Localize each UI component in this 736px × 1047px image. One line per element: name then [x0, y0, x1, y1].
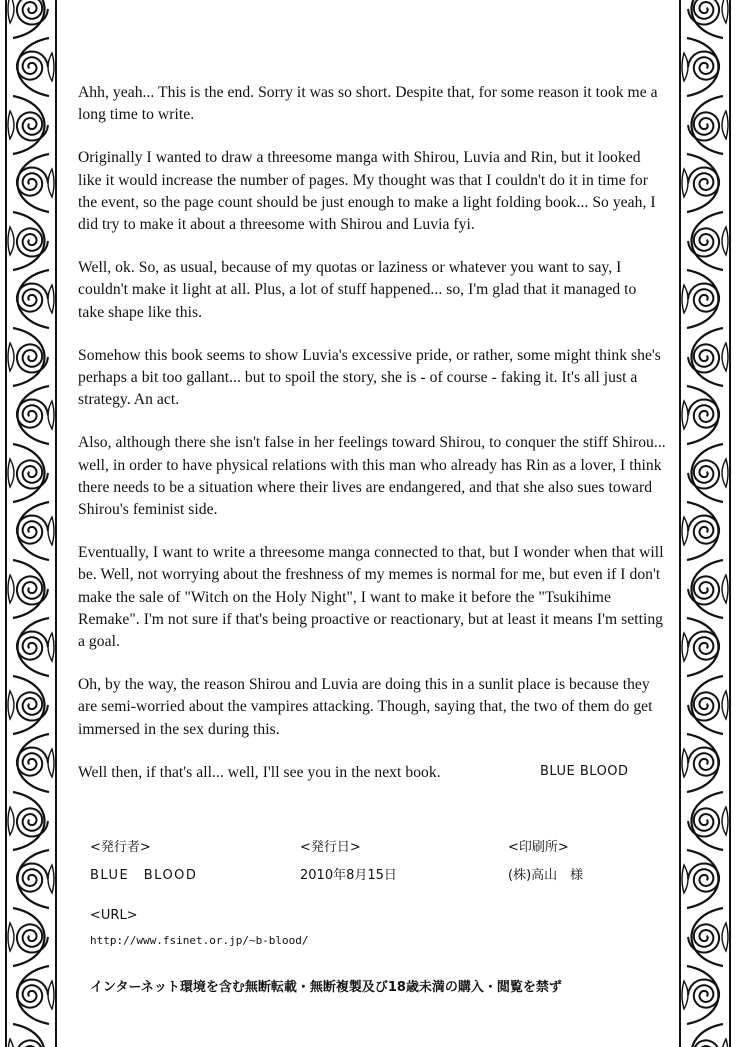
printer-value: (株)高山 様	[508, 868, 584, 883]
publisher-label: <発行者>	[90, 840, 151, 855]
signature: BLUE BLOOD	[540, 764, 629, 779]
ornamental-border-left	[0, 0, 62, 1047]
publisher-value: BLUE BLOOD	[90, 868, 198, 883]
afterword-paragraph-6: Eventually, I want to write a threesome manga connected to that, but I wonder when that will be. Well, not worrying about the freshness of my memes is normal for me, but even if I don't make the sale of "Witch on the Holy Night", I want to make it before the "Tsukihime Remake". I'm not sure if that's being proactive or reactionary, but at least it means I'm setting a goal.	[78, 544, 664, 651]
reproduction-notice: インターネット環境を含む無断転載・無断複製及び18歳未満の購入・閲覧を禁ず	[90, 980, 562, 995]
url-label: <URL>	[90, 908, 138, 923]
ornamental-border-right	[674, 0, 736, 1047]
date-label: <発行日>	[300, 840, 361, 855]
afterword-paragraph-1: Ahh, yeah... This is the end. Sorry it was so short. Despite that, for some reason it took me a long time to write.	[78, 84, 658, 124]
afterword-paragraph-8: Well then, if that's all... well, I'll see you in the next book.	[78, 763, 441, 781]
afterword-paragraph-3: Well, ok. So, as usual, because of my quotas or laziness or whatever you want to say, I couldn't make it light at all. Plus, a lot of stuff happened... so, I'm glad that it managed to take shape like this.	[78, 259, 637, 321]
date-value: 2010年8月15日	[300, 868, 397, 883]
afterword-paragraph-7: Oh, by the way, the reason Shirou and Luvia are doing this in a sunlit place is because they are semi-worried about the vampires attacking. Though, saying that, the two of them do get immersed in the sex during this.	[78, 676, 653, 738]
afterword-paragraph-2: Originally I wanted to draw a threesome manga with Shirou, Luvia and Rin, but it looked like it would increase the number of pages. My thought was that I couldn't do it in time for the event, so the page count should be just enough to make a light folding book... So yeah, I did try to make it about a threesome with Shirou and Luvia fyi.	[78, 149, 656, 234]
printer-label: <印刷所>	[508, 840, 569, 855]
url-value: http://www.fsinet.or.jp/~b-blood/	[90, 934, 309, 947]
afterword-paragraph-4: Somehow this book seems to show Luvia's excessive pride, or rather, some might think she's perhaps a bit too gallant... but to spoil the story, she is - of course - faking it. It's all just a strategy. An act.	[78, 346, 661, 409]
afterword-body	[78, 82, 666, 805]
afterword-paragraph-5: Also, although there she isn't false in her feelings toward Shirou, to conquer the stiff Shirou... well, in order to have physical relations with this man who already has Rin as a lover, I think there needs to be a situation where their lives are endangered, and that she also sues toward Shirou's feminist side.	[78, 434, 666, 519]
